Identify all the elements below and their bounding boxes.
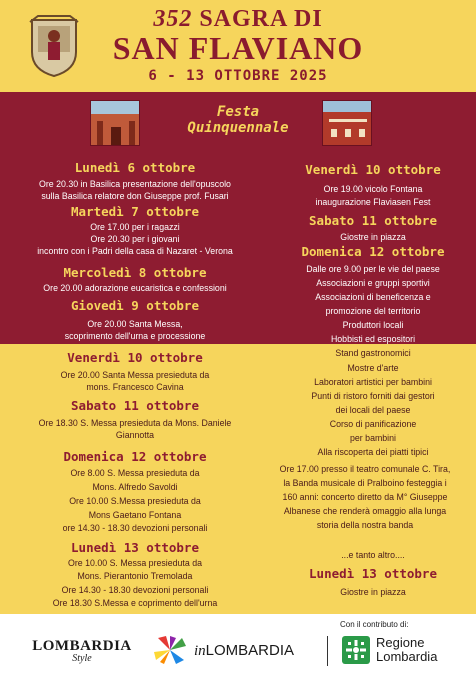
theatre-line: la Banda musicale di Pralboino festeggia i bbox=[283, 478, 447, 488]
festa-line-2: Quinquennale bbox=[187, 120, 289, 136]
event-line: dei locali del paese bbox=[335, 405, 411, 415]
header bbox=[0, 0, 476, 92]
footer-divider bbox=[327, 636, 328, 666]
event-line: Ore 18.30 S.Messa e coprimento dell'urna bbox=[52, 598, 218, 608]
event-line: Laboratori artistici per bambini bbox=[314, 377, 432, 387]
lombardia-word: Lombardia bbox=[376, 649, 438, 664]
day-heading: Sabato 11 ottobre bbox=[309, 213, 437, 228]
day-heading: Lunedì 13 ottobre bbox=[309, 566, 437, 581]
in-prefix: in bbox=[194, 643, 206, 659]
day-heading: Domenica 12 ottobre bbox=[63, 449, 207, 464]
inlombardia-logo bbox=[150, 634, 330, 666]
theatre-line: Albanese che renderà omaggio alla lunga bbox=[283, 506, 447, 516]
event-line: Ore 8.00 S. Messa presieduta da bbox=[70, 468, 200, 478]
event-line: Alla riscoperta dei piatti tipici bbox=[317, 447, 429, 457]
lombardia-style-word: LOMBARDIA bbox=[32, 638, 132, 654]
event-line: Hobbisti ed espositori bbox=[330, 334, 416, 344]
theatre-line: Ore 17.00 presso il teatro comunale C. Tira, bbox=[279, 464, 451, 474]
title-line-2: SAN FLAVIANO bbox=[112, 30, 364, 66]
event-line: Mostre d'arte bbox=[347, 363, 399, 373]
event-line: Ore 10.00 S. Messa presieduta da bbox=[68, 558, 202, 568]
event-line: incontro con i Padri della casa di Nazaret - Verona bbox=[37, 246, 233, 256]
event-line: sulla Basilica relatore don Giuseppe prof. Fusari bbox=[41, 191, 229, 201]
event-line: Corso di panificazione bbox=[329, 419, 417, 429]
inlombardia-text bbox=[194, 642, 294, 660]
day-heading: Sabato 11 ottobre bbox=[71, 398, 199, 413]
event-line: Associazioni di beneficenza e bbox=[315, 292, 431, 302]
title-line-1 bbox=[0, 6, 476, 33]
event-line: Produttori locali bbox=[342, 320, 404, 330]
event-line: Mons Gaetano Fontana bbox=[88, 510, 182, 520]
event-line: Dalle ore 9.00 per le vie del paese bbox=[306, 264, 440, 274]
event-line: Stand gastronomici bbox=[335, 348, 411, 358]
event-line: Associazioni e gruppi sportivi bbox=[316, 278, 430, 288]
and-more-text: ...e tanto altro.... bbox=[341, 550, 405, 560]
day-heading: Martedì 7 ottobre bbox=[71, 204, 199, 219]
festa-quinquennale bbox=[0, 104, 476, 136]
event-line: mons. Francesco Cavina bbox=[86, 382, 184, 392]
regione-emblem-icon bbox=[342, 636, 370, 664]
event-line: Ore 17.00 per i ragazzi bbox=[90, 222, 180, 232]
lombardia-style-logo bbox=[22, 638, 142, 664]
festa-line-1: Festa bbox=[216, 104, 260, 120]
event-line: Giostre in piazza bbox=[340, 232, 406, 242]
in-lombardia-word: LOMBARDIA bbox=[205, 642, 295, 659]
event-line: Mons. Alfredo Savoldi bbox=[92, 482, 178, 492]
theatre-line: 160 anni: concerto diretto da M° Giuseppe bbox=[282, 492, 448, 502]
event-line: Giostre in piazza bbox=[340, 587, 406, 597]
event-line: Ore 20.30 per i giovani bbox=[90, 234, 180, 244]
event-line: promozione del territorio bbox=[325, 306, 421, 316]
event-dates: 6 - 13 OTTOBRE 2025 bbox=[148, 68, 328, 84]
title-number: 352 bbox=[153, 6, 193, 32]
event-line: Ore 10.00 S.Messa presieduta da bbox=[69, 496, 201, 506]
event-line: Ore 19.00 vicolo Fontana bbox=[323, 184, 423, 194]
contribution-label: Con il contributo di: bbox=[340, 620, 409, 629]
lombardia-style-sub: Style bbox=[72, 653, 92, 664]
day-heading: Venerdì 10 ottobre bbox=[67, 350, 203, 365]
event-line: Mons. Pierantonio Tremolada bbox=[77, 571, 193, 581]
event-line: Ore 18.30 S. Messa presieduta da Mons. Daniele bbox=[38, 418, 232, 428]
event-line: scoprimento dell'urna e processione bbox=[64, 331, 206, 341]
event-line: Ore 20.00 Santa Messa presieduta da bbox=[60, 370, 210, 380]
regione-word: Regione bbox=[376, 635, 425, 650]
day-heading: Domenica 12 ottobre bbox=[301, 244, 445, 259]
title-sagra: SAGRA DI bbox=[199, 6, 323, 32]
event-line: Punti di ristoro forniti dai gestori bbox=[311, 391, 435, 401]
day-heading: Lunedì 13 ottobre bbox=[71, 540, 199, 555]
event-line: per bambini bbox=[350, 433, 396, 443]
day-heading: Venerdì 10 ottobre bbox=[305, 162, 441, 177]
regione-lombardia-logo bbox=[342, 634, 462, 668]
event-line: Ore 20.00 Santa Messa, bbox=[87, 319, 183, 329]
event-line: Giannotta bbox=[115, 430, 155, 440]
event-line: Ore 20.30 in Basilica presentazione dell'opuscolo bbox=[39, 179, 231, 189]
event-line: Ore 14.30 - 18.30 devozioni personali bbox=[61, 585, 209, 595]
pinwheel-icon bbox=[152, 634, 188, 666]
day-heading: Mercoledì 8 ottobre bbox=[63, 265, 207, 280]
day-heading: Lunedì 6 ottobre bbox=[74, 160, 196, 175]
regione-text bbox=[376, 636, 437, 664]
event-line: inaugurazione Flaviasen Fest bbox=[315, 197, 431, 207]
event-line: Ore 20.00 adorazione eucaristica e confessioni bbox=[43, 283, 227, 293]
day-heading: Giovedì 9 ottobre bbox=[71, 298, 199, 313]
event-line: ore 14.30 - 18.30 devozioni personali bbox=[62, 523, 208, 533]
theatre-line: storia della nostra banda bbox=[316, 520, 414, 530]
